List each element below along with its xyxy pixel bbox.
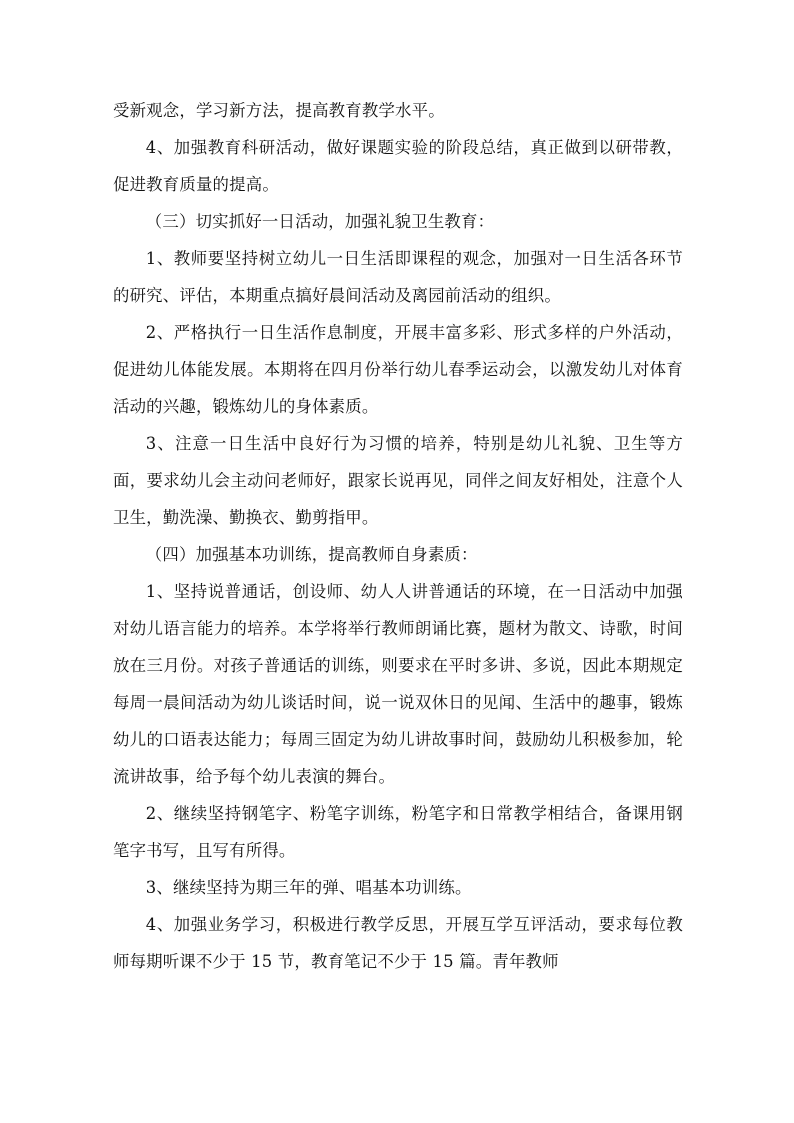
paragraph-item-4-3: 3、继续坚持为期三年的弹、唱基本功训练。 (145, 878, 472, 897)
paragraph-continuation: 受新观念，学习新方法，提高教育教学水平。 (113, 101, 445, 120)
paragraph-item-4-4: 4、加强业务学习，积极进行教学反思，开展互学互评活动，要求每位教师每期听课不少于 15 节，教育笔记不少于 15 篇。青年教师 (113, 915, 683, 971)
paragraph-item-2-4: 4、加强教育科研活动，做好课题实验的阶段总结，真正做到以研带教，促进教育质量的提高。 (113, 138, 683, 194)
document-body (113, 92, 683, 980)
paragraph-item-4-1: 1、坚持说普通话，创设师、幼人人讲普通话的环境，在一日活动中加强对幼儿语言能力的培养。本学将举行教师朗诵比赛，题材为散文、诗歌，时间放在三月份。对孩子普通话的训练，则要求在平时多讲、多说，因此本期规定每周一晨间活动为幼儿谈话时间，说一说双休日的见闻、生活中的趣事，锻炼幼儿的口语表达能力；每周三固定为幼儿讲故事时间，鼓励幼儿积极参加，轮流讲故事，给予每个幼儿表演的舞台。 (113, 582, 683, 786)
paragraph-item-3-1: 1、教师要坚持树立幼儿一日生活即课程的观念，加强对一日生活各环节的研究、评估，本期重点搞好晨间活动及离园前活动的组织。 (113, 249, 683, 305)
paragraph-item-3-3: 3、注意一日生活中良好行为习惯的培养，特别是幼儿礼貌、卫生等方面，要求幼儿会主动问老师好，跟家长说再见，同伴之间友好相处，注意个人卫生，勤洗澡、勤换衣、勤剪指甲。 (113, 434, 683, 527)
paragraph-item-4-2: 2、继续坚持钢笔字、粉笔字训练，粉笔字和日常教学相结合，备课用钢笔字书写，且写有所得。 (113, 804, 683, 860)
section-heading-3: （三）切实抓好一日活动，加强礼貌卫生教育： (145, 212, 495, 231)
section-heading-4: （四）加强基本功训练，提高教师自身素质： (145, 545, 478, 564)
paragraph-item-3-2: 2、严格执行一日生活作息制度，开展丰富多彩、形式多样的户外活动，促进幼儿体能发展。本期将在四月份举行幼儿春季运动会，以激发幼儿对体育活动的兴趣，锻炼幼儿的身体素质。 (113, 323, 683, 416)
